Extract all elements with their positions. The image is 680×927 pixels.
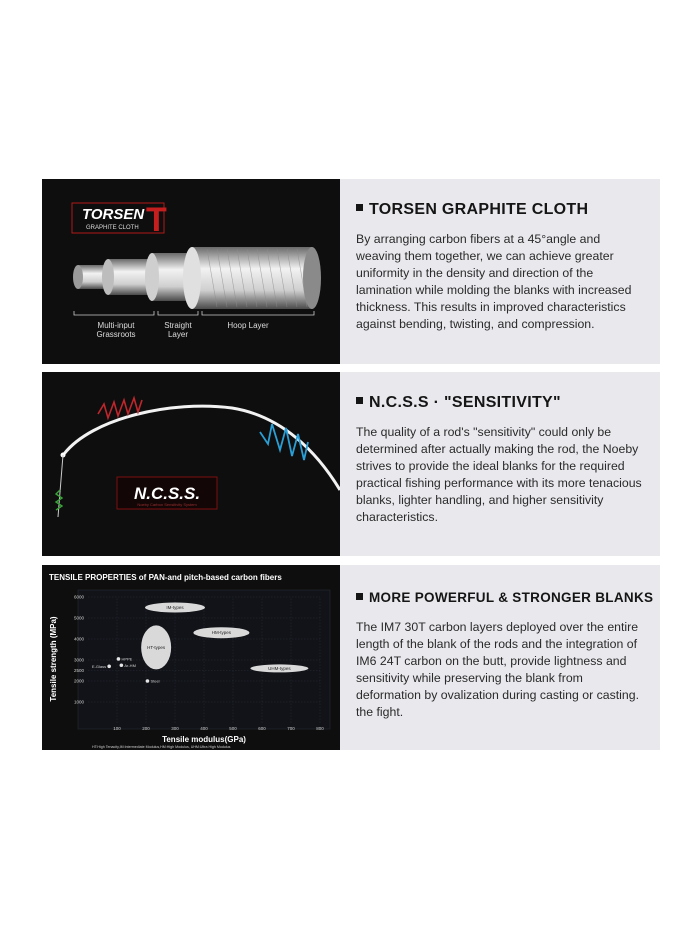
chart-x-tick-label: 200 bbox=[142, 726, 150, 731]
chart-point-e-glass bbox=[107, 665, 111, 669]
chart-x-label: Tensile modulus(GPa) bbox=[162, 735, 246, 744]
chart-point-label: Steel bbox=[150, 678, 160, 684]
chart-title: TENSILE PROPERTIES of PAN-and pitch-based carbon fibers bbox=[49, 573, 282, 582]
ncss-logo-text: N.C.S.S. bbox=[133, 484, 201, 503]
tensile-chart-panel bbox=[42, 565, 340, 750]
ncss-heading: N.C.S.S · "SENSITIVITY" bbox=[356, 394, 644, 412]
ncss-text-block bbox=[340, 372, 660, 556]
bullet-square-icon bbox=[356, 397, 363, 404]
ncss-logo-sub: Noeby Carbon Sensitivity System bbox=[137, 502, 197, 507]
chart-y-tick-label: 3000 bbox=[73, 657, 84, 663]
torsen-figure bbox=[42, 179, 340, 364]
torsen-logo-sub: GRAPHITE CLOTH bbox=[86, 225, 139, 231]
label-straight-2: Layer bbox=[167, 330, 189, 339]
chart-y-tick-label: 5000 bbox=[73, 615, 84, 621]
chart-y-tick-label: 2500 bbox=[73, 668, 84, 673]
ncss-figure bbox=[42, 372, 340, 556]
chart-point-label: Ar-HM bbox=[124, 662, 136, 668]
chart-region-label: UHM-types bbox=[268, 665, 291, 671]
chart-y-tick-label: 4000 bbox=[73, 636, 84, 642]
chart-y-tick-label: 2000 bbox=[73, 678, 84, 684]
chart-region-label: HT-types bbox=[147, 644, 166, 650]
chart-x-tick-label: 800 bbox=[316, 726, 324, 731]
torsen-body: By arranging carbon fibers at a 45°angle and weaving them together, we can achieve greater uniformity in the density and direction of the lamination while molding the blanks with increased thickness. This results in improved characteristics against bending, twisting, and compression. bbox=[356, 232, 632, 331]
chart-point-label: HPPE bbox=[121, 656, 133, 662]
torsen-logo-text: TORSEN bbox=[82, 206, 145, 223]
label-hoop: Hoop Layer bbox=[227, 321, 269, 330]
label-grassroots-1: Multi-input bbox=[97, 321, 135, 330]
section-torsen bbox=[42, 179, 660, 364]
section-ncss bbox=[42, 372, 660, 556]
blanks-body: The IM7 30T carbon layers deployed over the entire length of the blank of the rods and the integration of IM6 24T carbon on the butt, provide lightness and sensitivity while preserving the blank from deformation by ovalization during casting or casting. the fight. bbox=[356, 620, 639, 719]
label-grassroots-2: Grassroots bbox=[96, 330, 136, 339]
chart-x-tick-label: 100 bbox=[113, 726, 121, 731]
chart-footnote: HT:High Tenacity,IM:Intermediate Modulus,HM:High Modulus, UHM:Ultra High Modulus bbox=[92, 745, 231, 749]
chart-x-tick-label: 600 bbox=[258, 726, 266, 731]
chart-x-tick-label: 400 bbox=[200, 726, 208, 731]
blanks-text-block bbox=[340, 565, 660, 750]
chart-point-ar-hm bbox=[120, 663, 124, 667]
chart-region-label: HM-types bbox=[211, 630, 232, 636]
bullet-square-icon bbox=[356, 204, 363, 211]
torsen-logo-mark: T bbox=[146, 201, 167, 239]
chart-point-steel bbox=[146, 679, 150, 683]
label-straight-1: Straight bbox=[164, 321, 192, 330]
blanks-heading: MORE POWERFUL & STRONGER BLANKS bbox=[356, 590, 644, 605]
chart-point-hppe bbox=[117, 657, 121, 661]
chart-x-tick-label: 300 bbox=[171, 726, 179, 731]
chart-x-tick-label: 500 bbox=[229, 726, 237, 731]
chart-x-tick-label: 700 bbox=[287, 726, 295, 731]
chart-region-label: IM-types bbox=[166, 605, 184, 610]
chart-point-label: E-Glass bbox=[91, 663, 107, 669]
chart-y-tick-label: 6000 bbox=[73, 594, 84, 600]
torsen-text-block bbox=[340, 179, 660, 364]
chart-y-label: Tensile strength (MPa) bbox=[49, 616, 58, 702]
ncss-body: The quality of a rod's "sensitivity" could only be determined after actually making the rod, the Noeby strives to provide the ideal blanks for the required practical fishing performance with its more tenacious blanks, lighter handling, and higher sensitivity characteristics. bbox=[356, 425, 642, 524]
chart-y-tick-label: 1000 bbox=[73, 699, 84, 705]
torsen-heading: TORSEN GRAPHITE CLOTH bbox=[356, 201, 644, 219]
bullet-square-icon bbox=[356, 593, 363, 600]
section-blanks bbox=[42, 565, 660, 750]
